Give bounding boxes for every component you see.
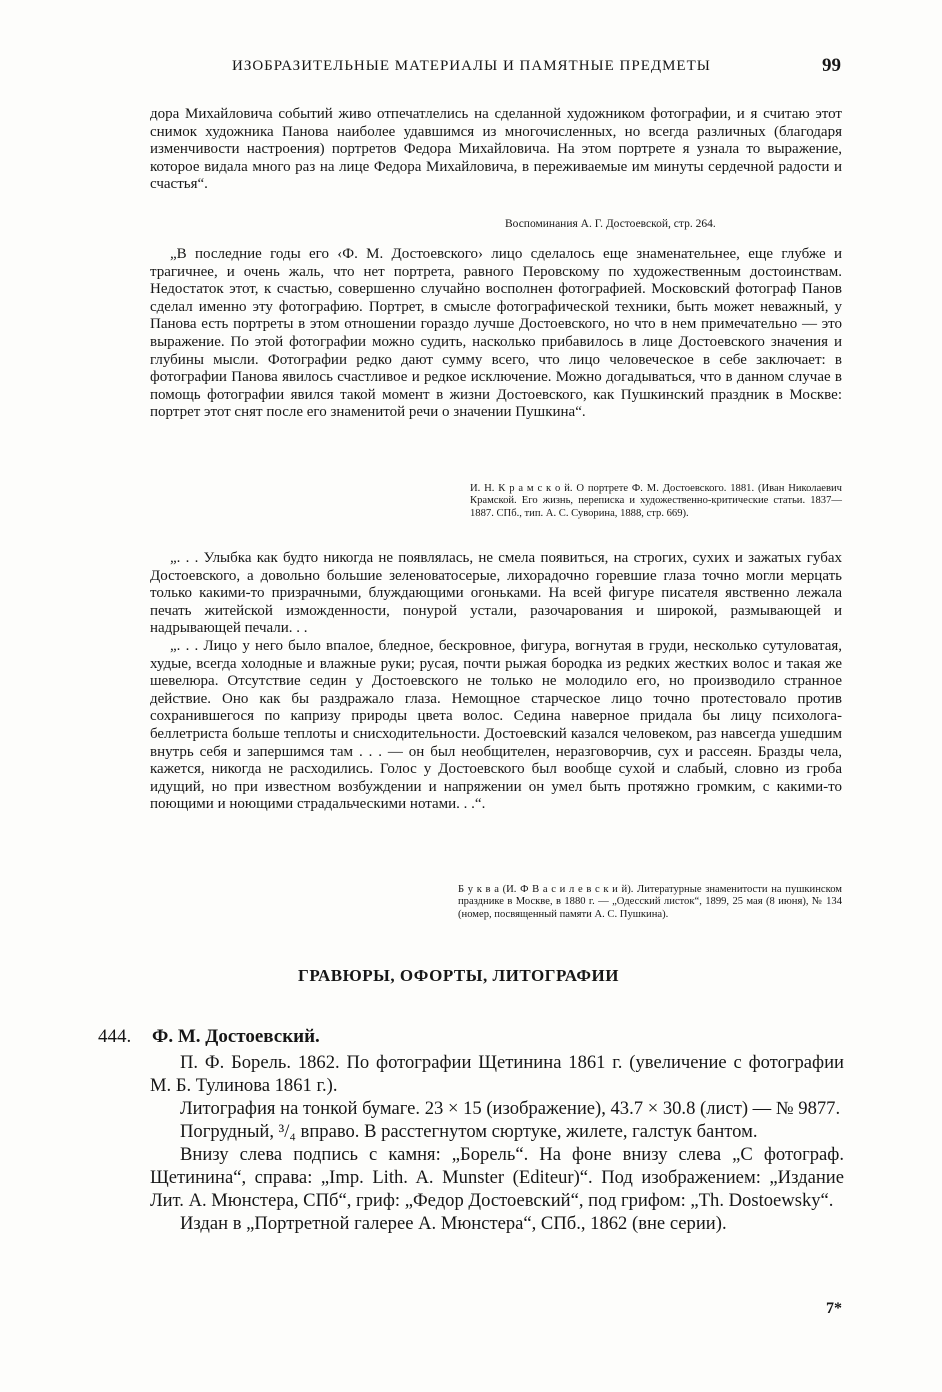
quote-1-source: Воспоминания А. Г. Достоевской, стр. 264.: [505, 218, 716, 230]
entry-paragraph-author: П. Ф. Борель. 1862. По фотографии Щетинина 1861 г. (увеличение с фотографии М. Б. Тулинова 1861 г.).: [150, 1052, 844, 1096]
entry-paragraph-description: Погрудный, ³/₄ вправо. В расстегнутом сюртуке, жилете, галстук бантом.: [180, 1121, 758, 1142]
running-header: ИЗОБРАЗИТЕЛЬНЫЕ МАТЕРИАЛЫ И ПАМЯТНЫЕ ПРЕДМЕТЫ: [232, 58, 711, 74]
quote-1-text: дора Михайловича событий живо отпечатлелись на сделанной художником фотографии, и я считаю этот снимок художника Панова наиболее удавшимся из многочисленных, но всегда различных (благодаря изменчивости настроения) портретов Федора Михайловича. На этом портрете я узнала то выражение, которое видала много раз на лице Федора Михайловича, в переживаемые им минуты сердечной радости и счастья“.: [150, 106, 842, 193]
quote-3-text-b: „. . . Лицо у него было впалое, бледное, бескровное, фигура, вогнутая в груди, несколько сутуловатая, худые, всегда холодные и влажные руки; русая, почти рыжая бородка из редких жестких волос и такая же шевелюра. Отсутствие седин у Достоевского не только не молодило его, но производило странное действие. Оно как бы раздражало глаза. Немощное старческое лицо точно протестовало против сохранившегося по капризу природы цвета волос. Седина наверное придала бы лицу психолога-беллетриста больше теплоты и снисходительности. Достоевский казался человеком, раз навсегда ушедшим внутрь себя и запершимся там . . . — он был необщителен, неразговорчив, сух и рассеян. Бразды чела, кажется, никогда не расходились. Голос у Достоевского был вообще сухой и слабый, словно из гроба идущий, но при известном возбуждении и напряжении он умел быть протяжно громким, с какими-то поющими и ноющими страдальческими нотами. . .“.: [150, 637, 842, 813]
entry-paragraph-publication: Издан в „Портретной галерее А. Мюнстера“, СПб., 1862 (вне серии).: [180, 1213, 727, 1234]
quote-2-text: „В последние годы его ‹Ф. М. Достоевского› лицо сделалось еще знаменательнее, еще глубже и трагичнее, и очень жаль, что нет портрета, равного Перовскому по художественным достоинствам. Недостаток этот, к счастью, совершенно случайно восполнен фотографией. Московский фотограф Панов сделал именно эту фотографию. Портрет, в смысле фотографической техники, быть может неважный, у Панова есть портреты в этом отношении гораздо лучше Достоевского, но что в нем примечательно — это выражение. По этой фотографии можно судить, насколько прибавилось в лице Достоевского значения и глубины мысли. Фотографии редко дают сумму всего, что лицо человеческое в себе заключает: в фотографии Панова явилось счастливое и редкое исключение. Можно догадываться, что в данном случае в помощь фотографии явился такой момент в жизни Достоевского, как Пушкинский праздник в Москве: портрет этот снят после его знаменитой речи о значении Пушкина“.: [150, 246, 842, 421]
entry-number: 444.: [98, 1026, 132, 1047]
quote-2-source: И. Н. К р а м с к о й. О портрете Ф. М. Достоевского. 1881. (Иван Николаевич Крамской. Его жизнь, переписка и художественно-критические статьи. 1837—1887. СПб., тип. А. С. Суворина, 1888, стр. 669).: [470, 483, 842, 519]
quote-3-source: Б у к в а (И. Ф В а с и л е в с к и й). Литературные знаменитости на пушкинском празднике в Москве, в 1880 г. — „Одесский листок“, 1899, 25 мая (8 июня), № 134 (номер, посвященный памяти А. С. Пушкина).: [458, 884, 842, 920]
entry-paragraph-inscriptions: Внизу слева подпись с камня: „Борель“. На фоне внизу слева „С фотограф. Щетинина“, справа: „Imp. Lith. A. Munster (Editeur)“. Под изображением: „Издание Лит. А. Мюнстера, СПб“, гриф: „Федор Достоевский“, под грифом: „Th. Dostoewsky“.: [150, 1144, 844, 1211]
section-title: ГРАВЮРЫ, ОФОРТЫ, ЛИТОГРАФИИ: [298, 966, 619, 985]
entry-body: [150, 1051, 844, 1235]
quote-3-text-a: „. . . Улыбка как будто никогда не появлялась, не смела появиться, на строгих, сухих и зажатых губах Достоевского, а довольно большие зеленоватосерые, лихорадочно горевшие глаза точно могли мерцать только какими-то призрачными, блуждающими огоньками. На всей фигуре писателя явственно лежала печать житейской изможденности, понурой устали, разочарования и широкой, размывающей и надрывающей печали. . .: [150, 550, 842, 637]
page-number: 99: [822, 55, 841, 76]
entry-paragraph-technique: Литография на тонкой бумаге. 23 × 15 (изображение), 43.7 × 30.8 (лист) — № 9877.: [180, 1098, 841, 1119]
entry-title: Ф. М. Достоевский.: [152, 1026, 320, 1047]
signature-mark: 7*: [826, 1300, 842, 1317]
quote-1: [150, 106, 842, 194]
quote-3: [150, 550, 842, 814]
quote-2: [150, 246, 842, 422]
